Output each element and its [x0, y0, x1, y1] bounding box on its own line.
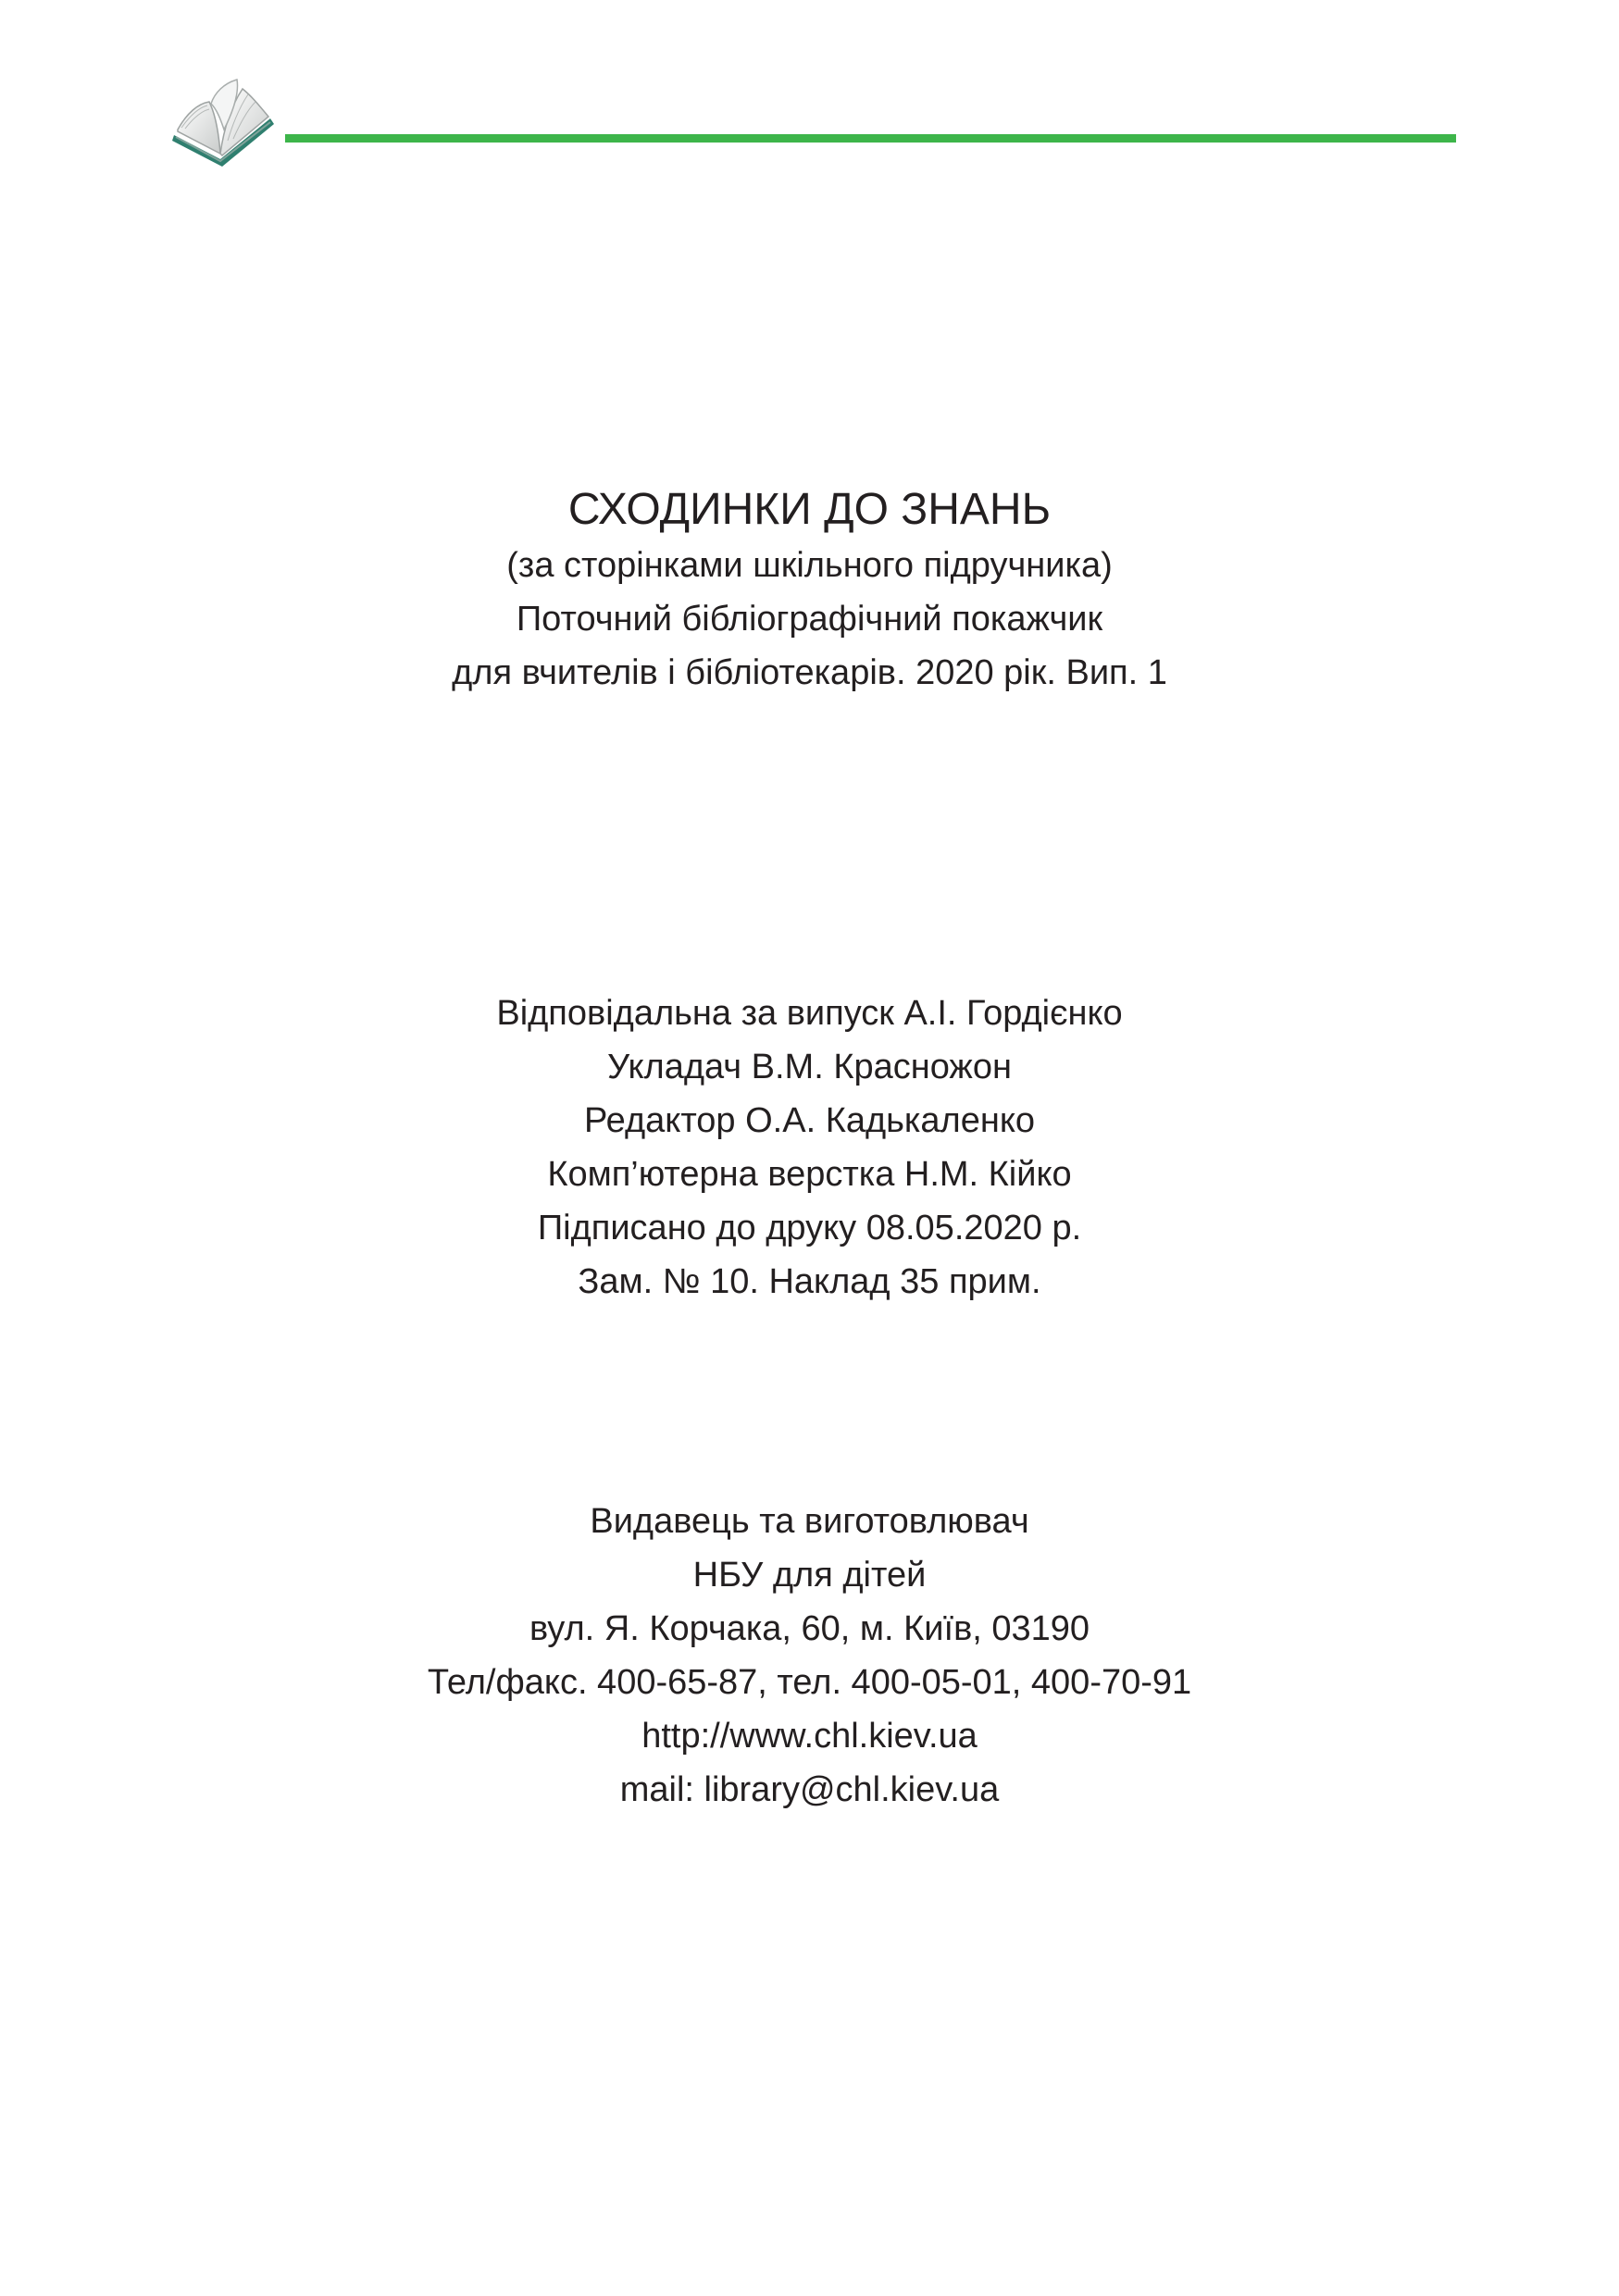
- publisher-name: НБУ для дітей: [692, 1556, 927, 1595]
- subtitle-line: (за сторінками шкільного підручника): [506, 546, 1113, 585]
- credit-line: Комп’ютерна верстка Н.М. Кійко: [547, 1155, 1072, 1194]
- publisher-address: вул. Я. Корчака, 60, м. Київ, 03190: [529, 1609, 1090, 1648]
- page-header: [0, 0, 1619, 185]
- subtitle-line: Поточний бібліографічний покажчик: [516, 600, 1103, 639]
- title-block: [0, 481, 1619, 700]
- header-rule: [285, 134, 1456, 143]
- open-book-icon: [167, 76, 278, 168]
- page-title: СХОДИНКИ ДО ЗНАНЬ: [567, 485, 1052, 534]
- subtitle-line: для вчителів і бібліотекарів. 2020 рік. Вип. 1: [452, 653, 1167, 692]
- credits-block: [0, 987, 1619, 1309]
- credit-line: Підписано до друку 08.05.2020 р.: [537, 1209, 1082, 1247]
- publisher-website: http://www.chl.kiev.ua: [641, 1717, 978, 1756]
- credit-line: Укладач В.М. Красножон: [607, 1048, 1012, 1086]
- publisher-email: mail: library@chl.kiev.ua: [619, 1770, 1000, 1809]
- publisher-line: Видавець та виготовлювач: [590, 1502, 1029, 1541]
- credit-line: Відповідальна за випуск А.І. Гордієнко: [496, 994, 1123, 1033]
- publisher-phones: Тел/факс. 400-65-87, тел. 400-05-01, 400-70-91: [427, 1663, 1192, 1702]
- credit-line: Редактор О.А. Кадькаленко: [583, 1101, 1036, 1140]
- credit-line: Зам. № 10. Наклад 35 прим.: [578, 1262, 1041, 1301]
- publisher-block: [0, 1495, 1619, 1817]
